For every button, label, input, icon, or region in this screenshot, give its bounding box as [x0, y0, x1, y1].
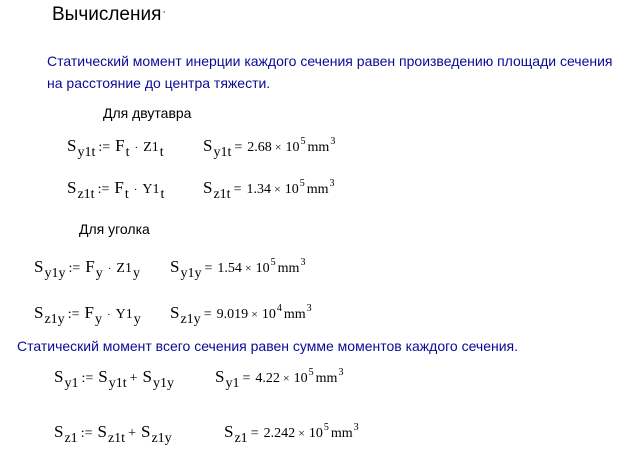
result-sy1y [170, 257, 305, 282]
math-res-eq: = [203, 307, 212, 322]
page-title [52, 4, 165, 26]
section-angle-label: Для уголка [79, 221, 150, 237]
math-plus: + [128, 426, 136, 441]
intro-paragraph [47, 50, 613, 94]
math-t2-sym: Z1 [143, 140, 159, 155]
math-lhs-sym: S [34, 303, 44, 322]
math-t1-sub: t [125, 145, 130, 160]
math-assign: := [67, 307, 80, 322]
summary-paragraph: Статический момент всего сечения равен сумме моментов каждого сечения. [17, 338, 519, 354]
result-sz1t [203, 178, 335, 203]
math-res-unit_exp: 3 [306, 303, 312, 314]
math-res-sub: z1 [234, 431, 248, 446]
result-sz1 [224, 422, 359, 447]
math-res-mant: 2.242 [263, 426, 296, 441]
math-res-unit: mm [277, 261, 300, 276]
math-res-sub: y1t [213, 145, 232, 160]
math-lhs-sub: z1y [44, 312, 65, 327]
math-t2-sym: Y1 [115, 307, 133, 322]
math-res-mant: 4.22 [255, 371, 280, 386]
intro-line-1: Статический момент инерции каждого сечения равен произведению площади сечения [47, 53, 613, 69]
math-assign: := [68, 261, 81, 276]
math-assign: := [81, 371, 94, 386]
math-res-exp: 5 [270, 257, 276, 268]
math-t2-sym: S [140, 422, 151, 441]
math-t2-sub: t [160, 187, 165, 202]
math-t1-sym: F [115, 136, 125, 155]
math-plus: + [129, 371, 138, 386]
math-res-exp: 5 [308, 367, 314, 378]
math-res-base: 10 [255, 261, 270, 276]
math-t1-sub: z1t [107, 431, 126, 446]
math-res-eq: = [234, 140, 243, 155]
math-t1-sym: S [98, 367, 108, 386]
math-t1-sym: F [114, 178, 124, 197]
region-marker: · [162, 6, 167, 18]
math-t2-sub: z1y [151, 431, 172, 446]
math-res-eq: = [233, 182, 242, 197]
math-t2-sym: Z1 [116, 261, 132, 276]
math-lhs-sym: S [67, 178, 77, 197]
math-res-eq: = [250, 426, 259, 441]
math-res-base: 10 [285, 140, 300, 155]
math-res-sub: z1t [213, 187, 231, 202]
formula-sy1[interactable] [54, 367, 174, 392]
math-res-eq: = [242, 371, 251, 386]
math-lhs-sub: y1t [77, 145, 96, 160]
math-assign: := [97, 182, 110, 197]
math-res-sym: S [203, 136, 213, 155]
math-dot: · [107, 263, 112, 275]
math-dot: · [134, 142, 139, 154]
math-res-unit_exp: 3 [300, 257, 306, 268]
math-t2-sub: y [132, 266, 140, 281]
math-res-sub: z1y [180, 312, 201, 327]
math-t1-sub: y [94, 312, 102, 327]
math-res-mant: 1.34 [246, 182, 271, 197]
math-res-base: 10 [293, 371, 308, 386]
math-t1-sub: t [124, 187, 129, 202]
heading-text: Вычисления [52, 4, 162, 25]
math-assign: := [98, 140, 111, 155]
math-res-exp: 5 [299, 178, 305, 189]
result-sy1t [203, 136, 335, 161]
math-res-mant: 1.54 [217, 261, 242, 276]
math-t2-sym: Y1 [142, 182, 160, 197]
math-lhs-sym: S [34, 257, 44, 276]
formula-sz1y[interactable] [34, 303, 141, 328]
math-res-mant: 9.019 [216, 307, 249, 322]
math-res-sym: S [170, 303, 180, 322]
formula-sy1t[interactable] [67, 136, 164, 161]
math-res-times: × [251, 307, 258, 321]
math-res-eq: = [204, 261, 213, 276]
math-t1-sym: F [85, 257, 95, 276]
math-res-unit: mm [283, 307, 306, 322]
section-ibeam-label: Для двутавра [103, 105, 192, 121]
math-res-sym: S [170, 257, 180, 276]
math-res-sym: S [203, 178, 213, 197]
math-lhs-sub: y1y [44, 266, 66, 281]
result-sz1y [170, 303, 312, 328]
math-dot: · [133, 184, 138, 196]
math-t1-sym: F [84, 303, 94, 322]
math-res-unit: mm [315, 371, 338, 386]
math-res-base: 10 [261, 307, 276, 322]
math-lhs-sub: y1 [64, 376, 79, 391]
math-res-unit: mm [307, 140, 330, 155]
math-res-unit_exp: 3 [330, 136, 336, 147]
result-sy1 [215, 367, 343, 392]
math-res-unit_exp: 3 [353, 422, 359, 433]
math-t2-sub: y [133, 312, 141, 327]
math-res-exp: 5 [300, 136, 306, 147]
math-res-sub: y1 [225, 376, 240, 391]
math-assign: := [80, 426, 93, 441]
math-lhs-sub: z1t [77, 187, 95, 202]
math-res-mant: 2.68 [247, 140, 272, 155]
math-t1-sym: S [97, 422, 107, 441]
math-lhs-sym: S [54, 422, 64, 441]
math-dot: · [106, 309, 111, 321]
math-lhs-sym: S [54, 367, 64, 386]
formula-sy1y[interactable] [34, 257, 140, 282]
math-res-base: 10 [308, 426, 323, 441]
math-lhs-sym: S [67, 136, 77, 155]
math-t2-sub: y1y [153, 376, 174, 391]
math-res-unit_exp: 3 [329, 178, 335, 189]
math-res-times: × [274, 140, 282, 154]
math-res-base: 10 [284, 182, 299, 197]
math-res-unit: mm [306, 182, 329, 197]
math-res-sym: S [224, 422, 234, 441]
math-res-times: × [244, 261, 252, 275]
math-res-exp: 4 [276, 303, 282, 314]
math-res-unit_exp: 3 [338, 367, 344, 378]
math-res-times: × [282, 371, 290, 385]
math-t1-sub: y [95, 266, 103, 281]
math-res-unit: mm [330, 426, 353, 441]
math-res-times: × [298, 426, 305, 440]
math-t2-sub: t [159, 145, 164, 160]
formula-sz1[interactable] [54, 422, 172, 447]
math-res-sym: S [215, 367, 225, 386]
math-lhs-sub: z1 [64, 431, 78, 446]
math-res-exp: 5 [323, 422, 329, 433]
math-res-times: × [273, 182, 281, 196]
formula-sz1t[interactable] [67, 178, 164, 203]
math-res-sub: y1y [180, 266, 202, 281]
math-t1-sub: y1t [108, 376, 127, 391]
intro-line-2: на расстояние до центра тяжести. [47, 75, 271, 91]
math-t2-sym: S [142, 367, 152, 386]
